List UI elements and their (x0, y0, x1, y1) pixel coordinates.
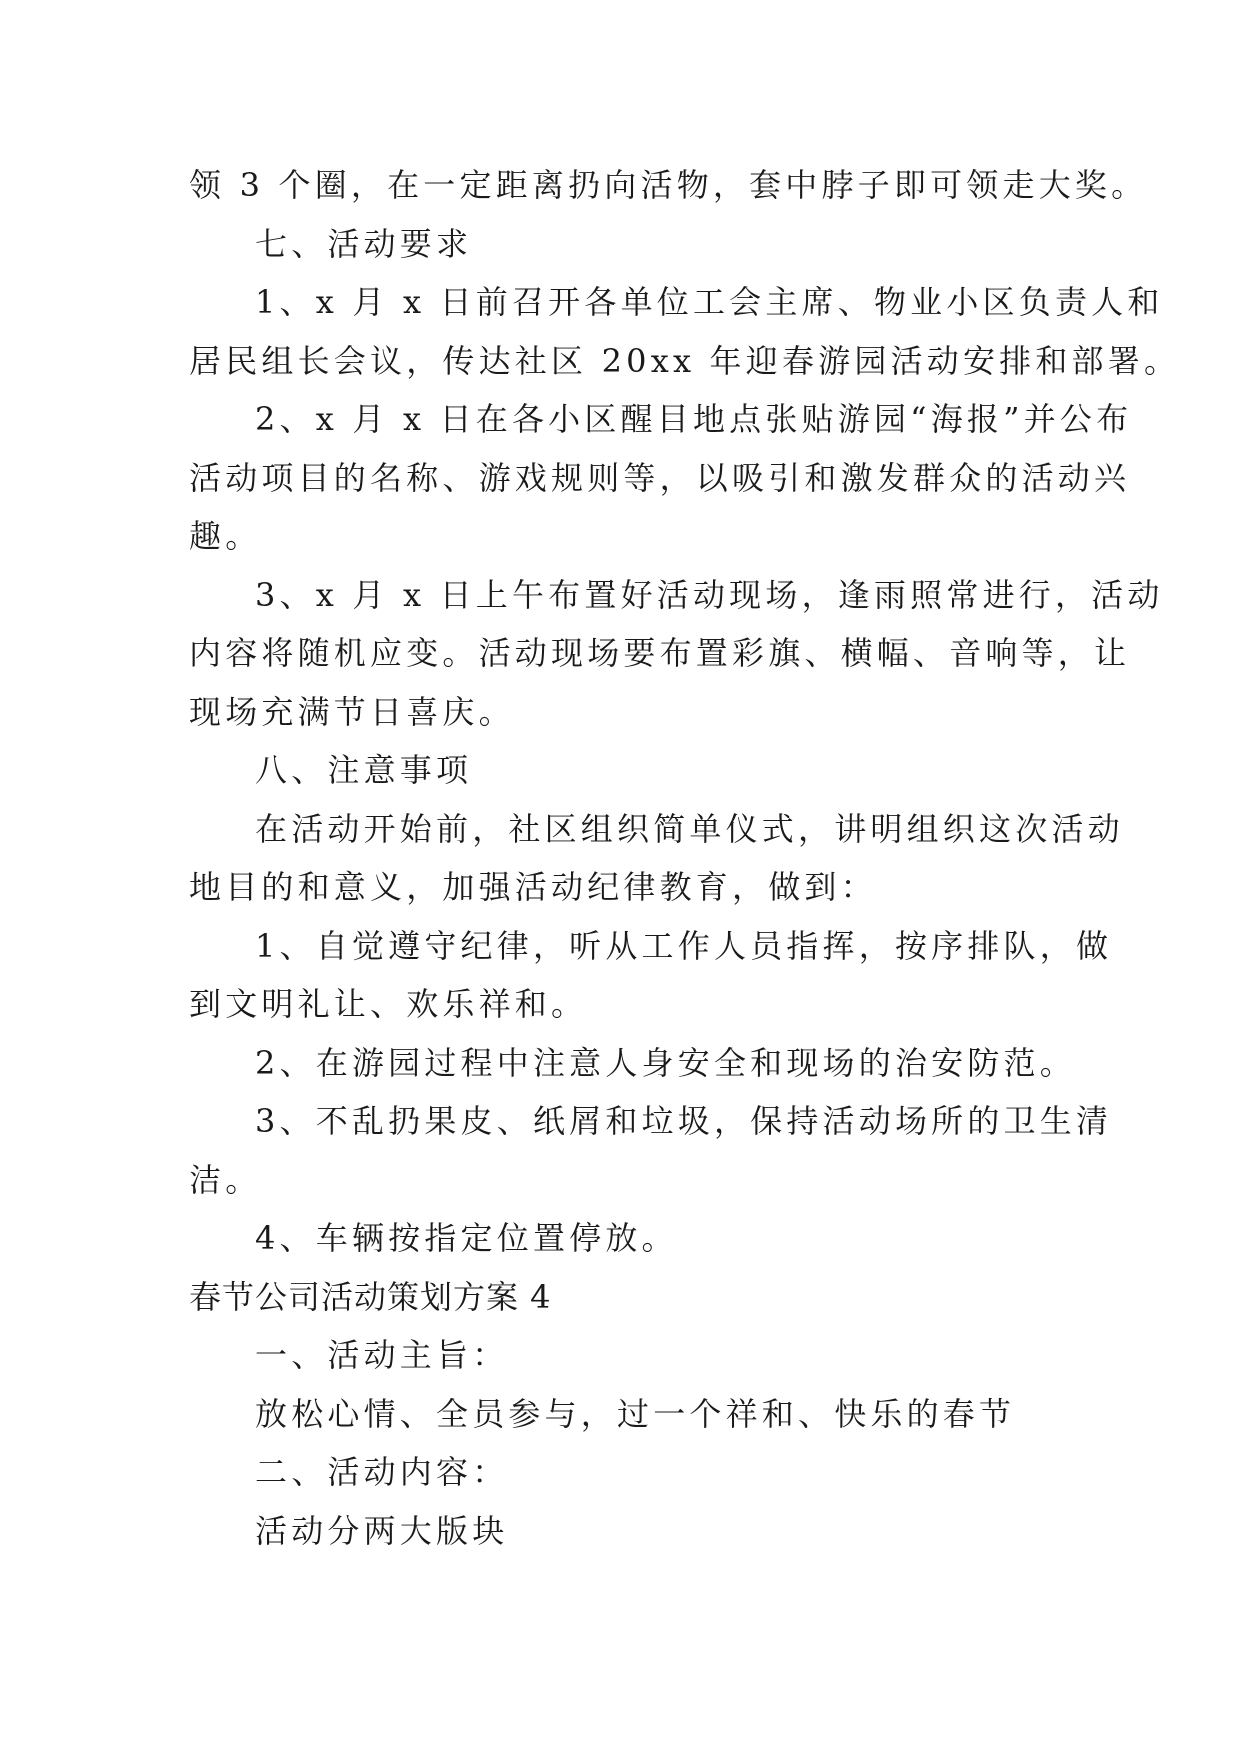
text-line: 活动分两大版块 (255, 1511, 509, 1550)
text-line: 2、在游园过程中注意人身安全和现场的治安防范。 (255, 1043, 1076, 1082)
document-title: 春节公司活动策划方案 4 (189, 1277, 552, 1316)
document-page (189, 156, 1181, 1560)
section-heading: 一、活动主旨： (255, 1336, 509, 1374)
section-heading: 八、注意事项 (255, 751, 473, 789)
text-line: 到文明礼让、欢乐祥和。 (189, 985, 588, 1023)
text-line: 3、不乱扔果皮、纸屑和垃圾，保持活动场所的卫生清 (255, 1102, 1113, 1140)
text-line: 现场充满节日喜庆。 (189, 692, 515, 731)
text-line: 在活动开始前，社区组织简单仪式，讲明组织这次活动 (255, 809, 1124, 848)
text-line: 放松心情、全员参与，过一个祥和、快乐的春节 (255, 1394, 1016, 1433)
section-heading: 二、活动内容： (255, 1453, 509, 1491)
text-line: 活动项目的名称、游戏规则等，以吸引和激发群众的活动兴 (189, 458, 1131, 497)
text-line: 居民组长会议，传达社区 20xx 年迎春游园活动安排和部署。 (189, 341, 1181, 380)
text-line: 内容将随机应变。活动现场要布置彩旗、横幅、音响等，让 (189, 634, 1131, 672)
section-heading: 七、活动要求 (255, 224, 473, 263)
text-line: 4、车辆按指定位置停放。 (255, 1219, 678, 1257)
text-line: 洁。 (189, 1160, 262, 1199)
text-line: 3、x 月 x 日上午布置好活动现场，逢雨照常进行，活动 (255, 575, 1164, 614)
text-line: 1、自觉遵守纪律，听从工作人员指挥，按序排队，做 (255, 926, 1113, 965)
text-line: 领 3 个圈，在一定距离扔向活物，套中脖子即可领走大奖。 (189, 166, 1148, 204)
text-line: 趣。 (189, 517, 262, 555)
text-line: 地目的和意义，加强活动纪律教育，做到： (189, 868, 877, 906)
text-line: 1、x 月 x 日前召开各单位工会主席、物业小区负责人和 (255, 283, 1164, 321)
text-line: 2、x 月 x 日在各小区醒目地点张贴游园“海报”并公布 (255, 400, 1133, 438)
